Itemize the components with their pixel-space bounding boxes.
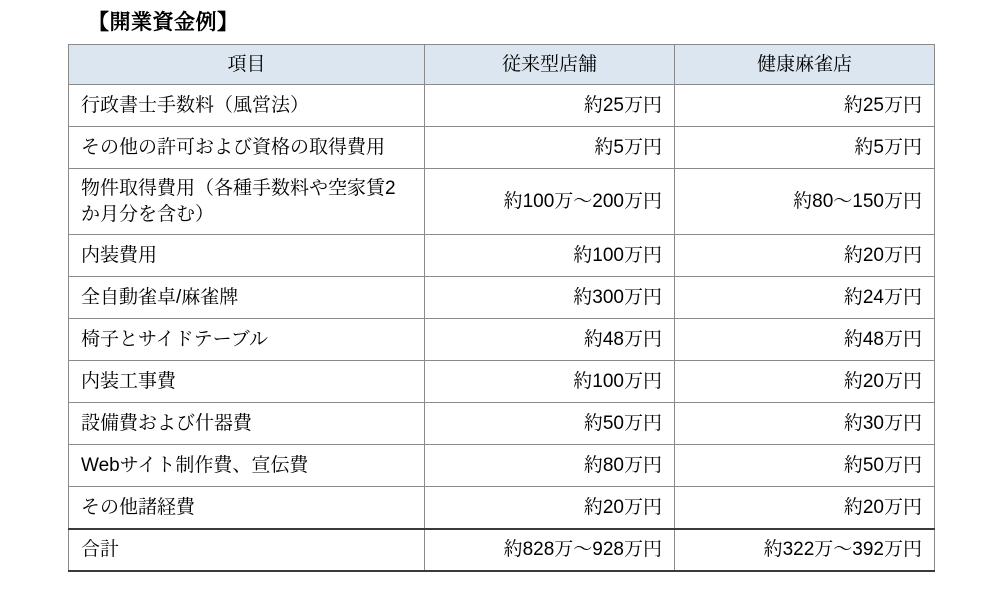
cell-item: 全自動雀卓/麻雀牌 xyxy=(69,277,425,319)
table-row xyxy=(69,487,935,529)
cell-item: Webサイト制作費、宣伝費 xyxy=(69,445,425,487)
table-header-row xyxy=(69,45,935,85)
cell-health: 約20万円 xyxy=(675,487,935,529)
table-row xyxy=(69,445,935,487)
cell-item: 内装工事費 xyxy=(69,361,425,403)
cell-item: その他の許可および資格の取得費用 xyxy=(69,127,425,169)
cell-health: 約48万円 xyxy=(675,319,935,361)
cell-health: 約20万円 xyxy=(675,361,935,403)
cell-item: 椅子とサイドテーブル xyxy=(69,319,425,361)
cell-conventional: 約48万円 xyxy=(425,319,675,361)
table-row xyxy=(69,85,935,127)
table-row xyxy=(69,127,935,169)
cell-health: 約24万円 xyxy=(675,277,935,319)
table-total-row xyxy=(69,529,935,571)
cell-total-health: 約322万〜392万円 xyxy=(675,529,935,571)
column-header-health-mahjong-store: 健康麻雀店 xyxy=(675,45,935,85)
cell-conventional: 約20万円 xyxy=(425,487,675,529)
cell-health: 約5万円 xyxy=(675,127,935,169)
table-row xyxy=(69,235,935,277)
table-row xyxy=(69,319,935,361)
cell-health: 約25万円 xyxy=(675,85,935,127)
page-title: 【開業資金例】 xyxy=(88,11,239,34)
cell-total-label: 合計 xyxy=(69,529,425,571)
table-row xyxy=(69,277,935,319)
cell-health: 約30万円 xyxy=(675,403,935,445)
column-header-item: 項目 xyxy=(69,45,425,85)
cell-item: 設備費および什器費 xyxy=(69,403,425,445)
cell-conventional: 約100万〜200万円 xyxy=(425,169,675,235)
cell-total-conventional: 約828万〜928万円 xyxy=(425,529,675,571)
cell-item: 内装費用 xyxy=(69,235,425,277)
cell-conventional: 約50万円 xyxy=(425,403,675,445)
cell-conventional: 約100万円 xyxy=(425,361,675,403)
cell-health: 約80〜150万円 xyxy=(675,169,935,235)
table-row xyxy=(69,403,935,445)
table-row xyxy=(69,169,935,235)
cell-conventional: 約25万円 xyxy=(425,85,675,127)
cell-item: 物件取得費用（各種手数料や空家賃2か月分を含む） xyxy=(69,169,425,235)
cell-conventional: 約5万円 xyxy=(425,127,675,169)
cell-conventional: 約300万円 xyxy=(425,277,675,319)
column-header-conventional-store: 従来型店舗 xyxy=(425,45,675,85)
table-row xyxy=(69,361,935,403)
cell-conventional: 約100万円 xyxy=(425,235,675,277)
startup-cost-table xyxy=(68,44,935,572)
cell-health: 約20万円 xyxy=(675,235,935,277)
table-body xyxy=(69,85,935,571)
table-header xyxy=(69,45,935,85)
cell-item: 行政書士手数料（風営法） xyxy=(69,85,425,127)
startup-cost-table-container xyxy=(68,44,934,572)
cell-conventional: 約80万円 xyxy=(425,445,675,487)
cell-health: 約50万円 xyxy=(675,445,935,487)
cell-item: その他諸経費 xyxy=(69,487,425,529)
